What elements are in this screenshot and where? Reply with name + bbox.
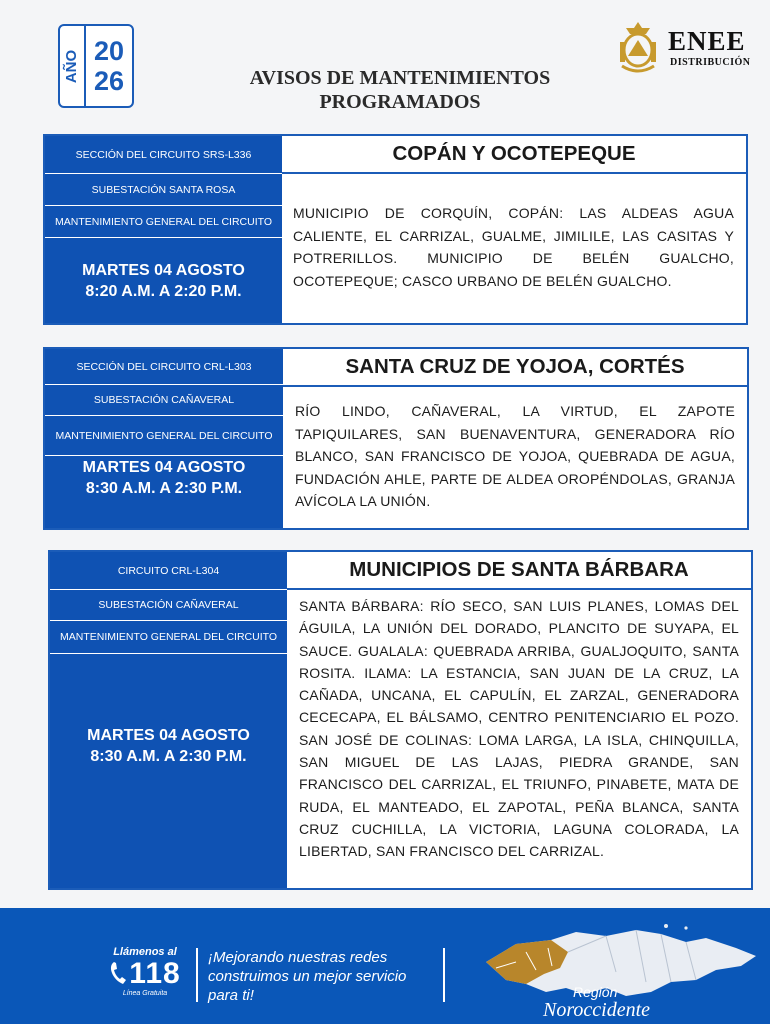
year-badge [58, 24, 134, 108]
phone-icon [109, 960, 129, 986]
work-label: MANTENIMIENTO GENERAL DEL CIRCUITO [45, 416, 283, 456]
notice-card-2 [43, 347, 749, 530]
schedule-date: MARTES 04 AGOSTO [87, 727, 250, 744]
year-word: AÑO [63, 49, 81, 83]
schedule-date: MARTES 04 AGOSTO [82, 459, 246, 476]
year-top: 20 [93, 36, 125, 66]
year-bottom: 26 [93, 66, 125, 96]
work-label: MANTENIMIENTO GENERAL DEL CIRCUITO [50, 621, 287, 654]
notice-card-1 [43, 134, 748, 325]
substation-label: SUBESTACIÓN SANTA ROSA [45, 174, 282, 206]
zone-title: MUNICIPIOS DE SANTA BÁRBARA [287, 552, 751, 590]
footer-banner [0, 908, 770, 1024]
page-title-line2: PROGRAMADOS [319, 91, 481, 113]
schedule-time: 8:30 A.M. A 2:30 P.M. [85, 480, 243, 497]
schedule-time: 8:30 A.M. A 2:30 P.M. [90, 748, 247, 765]
hotline-number: 118 [129, 957, 181, 990]
work-label: MANTENIMIENTO GENERAL DEL CIRCUITO [45, 206, 282, 238]
schedule-time: 8:20 A.M. A 2:20 P.M. [85, 282, 242, 300]
affected-areas: RÍO LINDO, CAÑAVERAL, LA VIRTUD, EL ZAPOTE TAPIQUILARES, SAN BUENAVENTURA, GENERADORA RÍO BLANCO, SAN FRANCISCO DE YOJOA, QUEBRADA DE AGUA, FUNDACIÓN AHLE, PARTE DE ALDEA OROPÉNDOLAS, GRANJA AVÍCOLA LA UNIÓN. [295, 403, 735, 509]
substation-label: SUBESTACIÓN CAÑAVERAL [50, 590, 287, 621]
page-title-line1: AVISOS DE MANTENIMIENTOS [249, 67, 551, 89]
region-name: Noroccidente [543, 999, 651, 1021]
schedule-date: MARTES 04 AGOSTO [82, 261, 245, 279]
page-title [170, 66, 630, 114]
enee-logo [614, 20, 764, 80]
notice-info-panel [45, 136, 282, 323]
footer-divider [443, 948, 445, 1002]
zone-title: COPÁN Y OCOTEPEQUE [282, 136, 746, 174]
brand-subtitle: DISTRIBUCIÓN [670, 57, 751, 68]
affected-areas: SANTA BÁRBARA: RÍO SECO, SAN LUIS PLANES, LOMAS DEL ÁGUILA, LA UNIÓN DEL DORADO, PLANCITO DE SUYAPA, EL SAUCE. GUALALA: QUEBRADA ARRIBA, GUALJOQUITO, SANTA ROSITA. ILAMA: LA ESTANCIA, SAN JUAN DE LA CRUZ, LA CAÑADA, UNCANA, EL CAPULÍN, EL ZARZAL, GENERADORA CECECAPA, EL BÁLSAMO, CENTRO PENITENCIARIO EL POZO. SAN JOSÉ DE COLINAS: LOMA LARGA, LA ISLA, CHINQUILLA, SAN MIGUEL DE LAS LAJAS, PIEDRA GRANDE, SAN FRANCISCO DEL CARRIZAL, EL TRIUNFO, PINABETE, MATA DE RUDA, EL MANTEADO, EL ZAPOTAL, PEÑA BLANCA, SANTA CRUZ CUCHILLA, LA VICTORIA, LAGUNA COLORADA, LA LIBERTAD, SAN FRANCISCO DEL CARRIZAL. [299, 598, 739, 860]
footer-divider [196, 948, 198, 1002]
hotline-free: Línea Gratuita [122, 990, 168, 997]
notice-card-3 [48, 550, 753, 890]
circuit-label: SECCIÓN DEL CIRCUITO SRS-L336 [45, 136, 282, 174]
schedule [50, 654, 287, 838]
schedule [45, 456, 283, 500]
coat-of-arms-icon [616, 20, 660, 76]
circuit-label: SECCIÓN DEL CIRCUITO CRL-L303 [45, 349, 283, 385]
schedule [45, 238, 282, 323]
hotline-label: Llámenos al [113, 946, 177, 958]
region-label [543, 984, 651, 1021]
brand-name: ENEE [668, 26, 746, 56]
slogan: ¡Mejorando nuestras redes construimos un mejor servicio para ti! [208, 949, 407, 1004]
year-digits [86, 36, 132, 96]
notice-info-panel [45, 349, 283, 528]
region-word: Región [573, 984, 618, 1000]
year-word-box [60, 26, 86, 106]
hotline-number-row [102, 958, 188, 990]
circuit-label: CIRCUITO CRL-L304 [50, 552, 287, 590]
affected-areas: MUNICIPIO DE CORQUÍN, COPÁN: LAS ALDEAS AGUA CALIENTE, EL CARRIZAL, GUALME, JIMILILE, LAS CASITAS Y POTRERILLOS. MUNICIPIO DE BELÉN GUALCHO, OCOTEPEQUE; CASCO URBANO DE BELÉN GUALCHO. [293, 205, 734, 289]
substation-label: SUBESTACIÓN CAÑAVERAL [45, 385, 283, 416]
zone-title: SANTA CRUZ DE YOJOA, CORTÉS [283, 349, 747, 387]
notice-info-panel [50, 552, 287, 888]
hotline [102, 946, 188, 997]
